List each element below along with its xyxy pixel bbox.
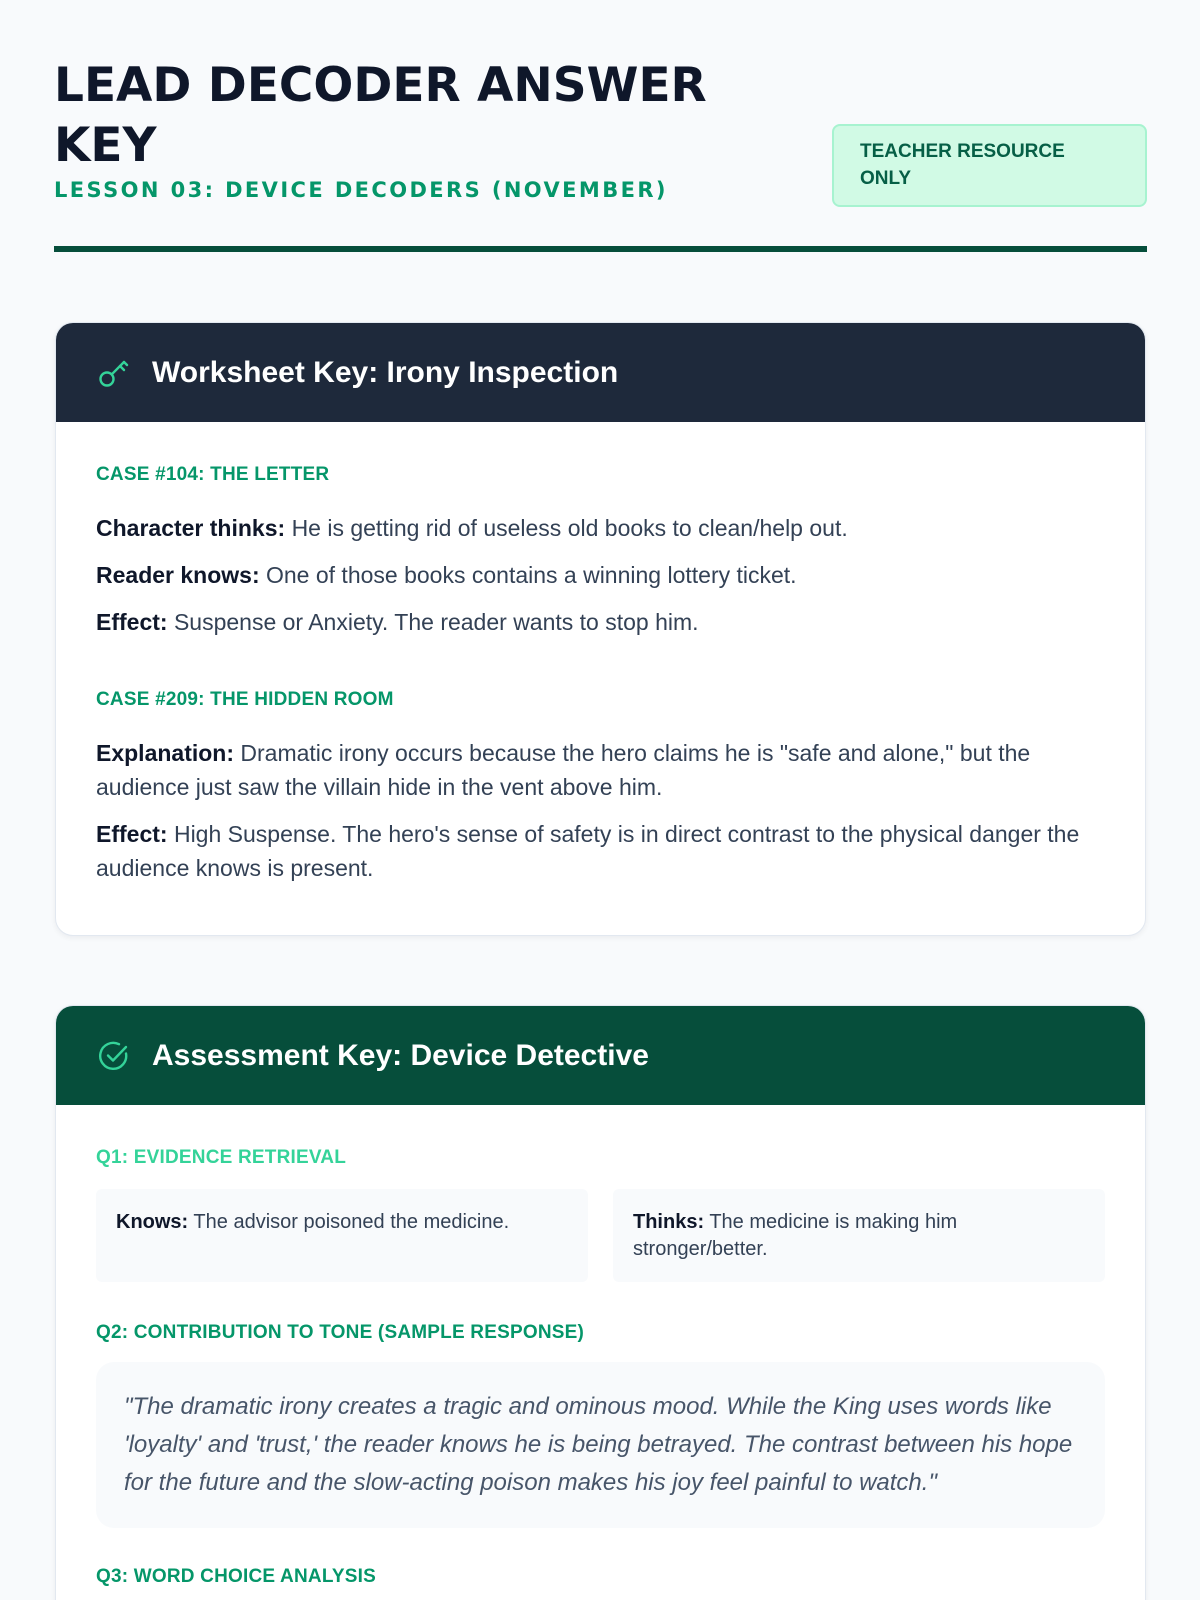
knows-text: The advisor poisoned the medicine. xyxy=(193,1211,510,1233)
q2-label: Q2: CONTRIBUTION TO TONE (SAMPLE RESPONSE) xyxy=(96,1322,585,1343)
thinks-text: The medicine is making him stronger/better. xyxy=(633,1211,958,1260)
reader-knows-line xyxy=(96,558,1105,592)
worksheet-card-body xyxy=(56,422,1145,885)
case-104-label: CASE #104: THE LETTER xyxy=(96,464,330,485)
teacher-resource-badge: TEACHER RESOURCE ONLY xyxy=(832,124,1147,207)
page-title: LEAD DECODER ANSWER KEY xyxy=(54,58,707,173)
sample-response-quote: "The dramatic irony creates a tragic and ominous mood. While the King uses words like 'loyalty' and 'trust,' the reader knows he is being betrayed. The contrast between his hope for the future and the slow-acting poison makes his joy feel painful to watch." xyxy=(96,1362,1105,1528)
knows-label: Knows: xyxy=(116,1211,189,1233)
assessment-key-card xyxy=(55,1005,1146,1600)
page-header xyxy=(54,56,1147,202)
explanation-text: Dramatic irony occurs because the hero claims he is "safe and alone," but the audience just saw the villain hide in the vent above him. xyxy=(96,740,1031,800)
character-thinks-label: Character thinks: xyxy=(96,515,286,541)
assessment-card-header xyxy=(56,1006,1145,1105)
worksheet-card-title: Worksheet Key: Irony Inspection xyxy=(152,355,619,389)
check-circle-icon xyxy=(96,1038,132,1074)
thinks-label: Thinks: xyxy=(633,1211,705,1233)
worksheet-card-header xyxy=(56,323,1145,422)
explanation-label: Explanation: xyxy=(96,740,235,766)
q3-label: Q3: WORD CHOICE ANALYSIS xyxy=(96,1566,376,1587)
case-209-effect-line xyxy=(96,817,1105,885)
key-icon xyxy=(96,355,132,391)
header-divider xyxy=(54,246,1147,252)
lesson-subtitle: LESSON 03: DEVICE DECODERS (NOVEMBER) xyxy=(54,178,668,202)
assessment-card-body xyxy=(56,1105,1145,1588)
q1-answer-grid xyxy=(96,1189,1105,1282)
case-104-effect-text: Suspense or Anxiety. The reader wants to stop him. xyxy=(173,609,699,635)
reader-knows-label: Reader knows: xyxy=(96,562,260,588)
case-104-effect-label: Effect: xyxy=(96,609,168,635)
case-209-effect-text: High Suspense. The hero's sense of safety is in direct contrast to the physical danger the audience knows is present. xyxy=(96,821,1080,881)
case-209-effect-label: Effect: xyxy=(96,821,168,847)
explanation-line xyxy=(96,736,1105,804)
reader-knows-text: One of those books contains a winning lottery ticket. xyxy=(266,562,797,588)
q1-label: Q1: EVIDENCE RETRIEVAL xyxy=(96,1147,347,1168)
character-thinks-line xyxy=(96,511,1105,545)
thinks-answer-box xyxy=(613,1189,1105,1282)
character-thinks-text: He is getting rid of useless old books to clean/help out. xyxy=(291,515,848,541)
worksheet-key-card xyxy=(55,322,1146,936)
knows-answer-box xyxy=(96,1189,588,1282)
case-104-effect-line xyxy=(96,605,1105,639)
case-209-label: CASE #209: THE HIDDEN ROOM xyxy=(96,689,394,710)
assessment-card-title: Assessment Key: Device Detective xyxy=(152,1038,649,1072)
